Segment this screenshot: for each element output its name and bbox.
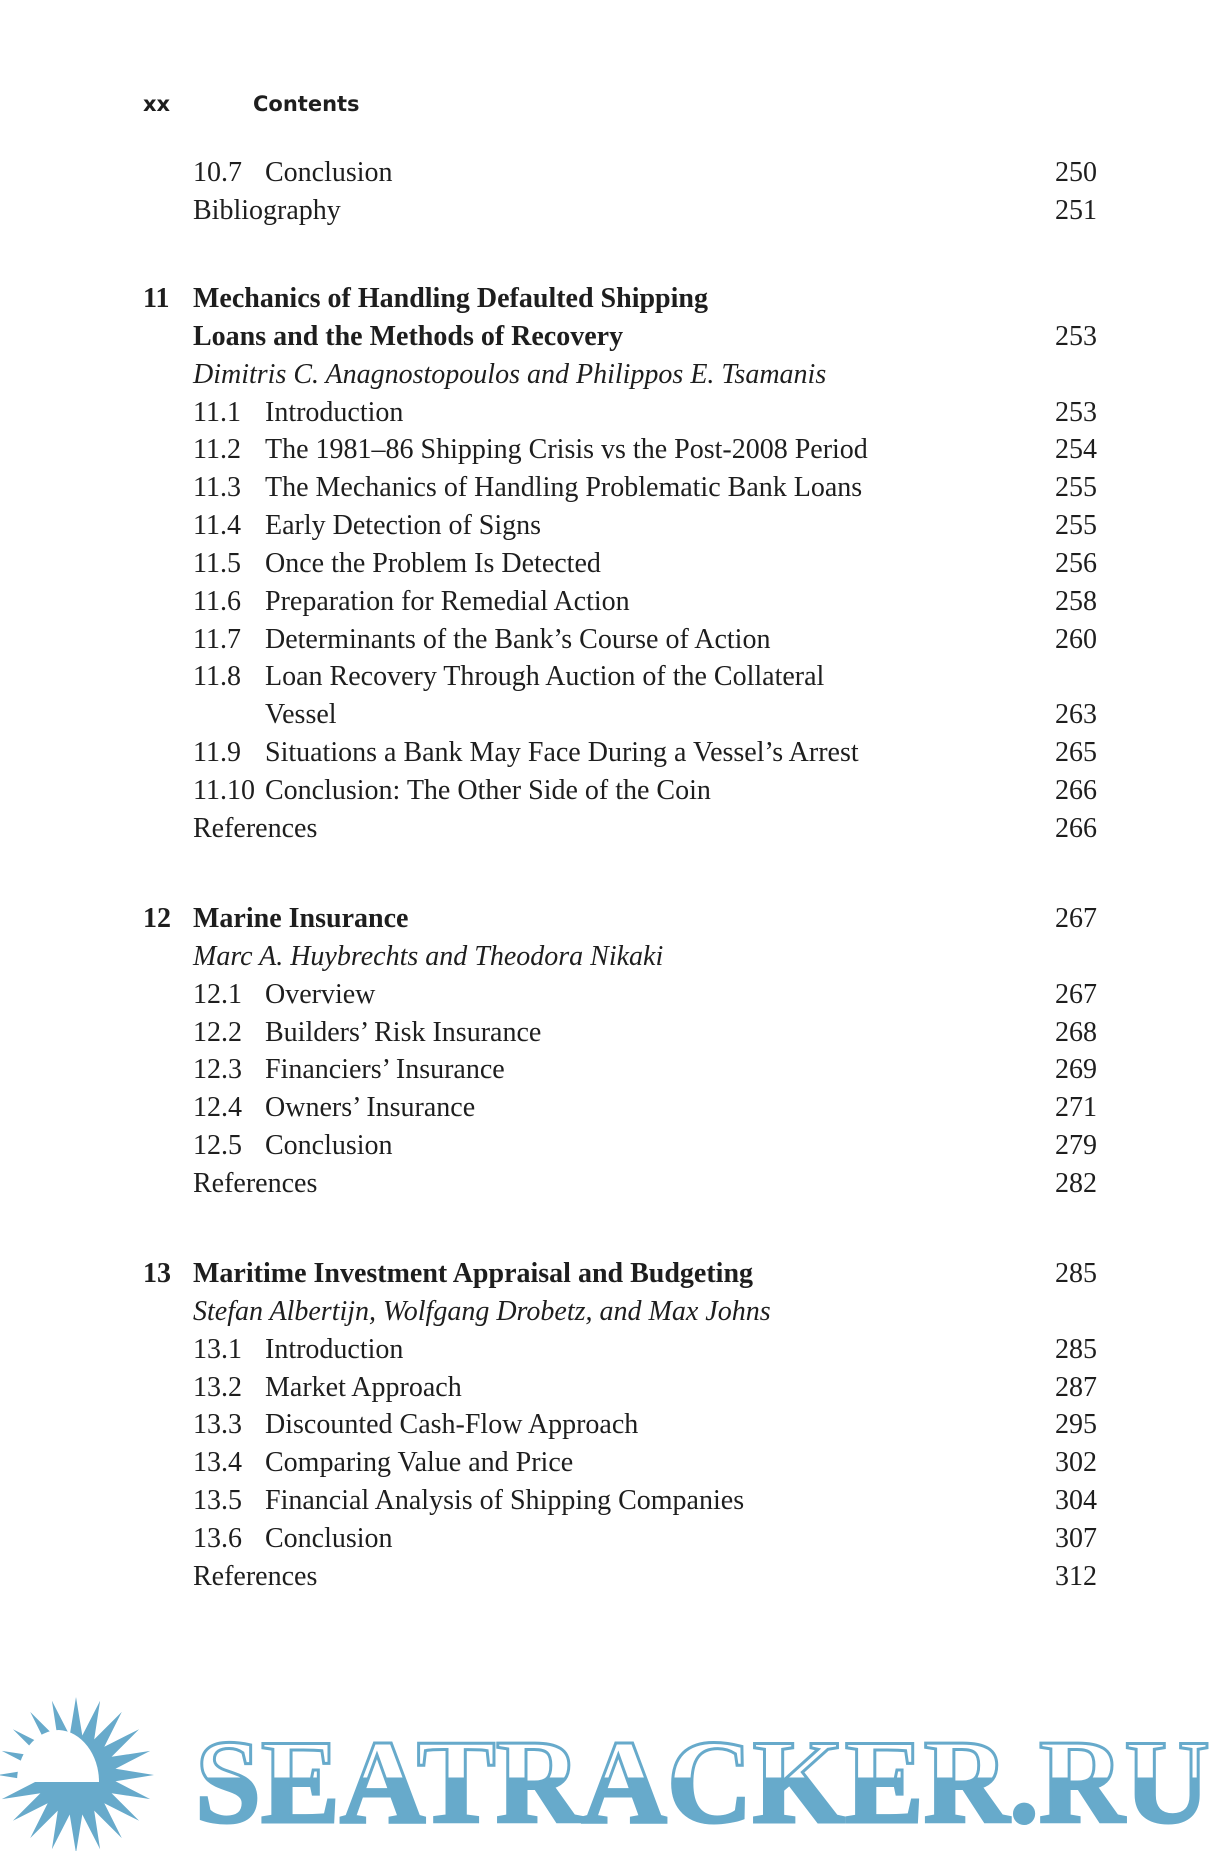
entry-title: Once the Problem Is Detected	[265, 547, 601, 579]
chapter-title: Maritime Investment Appraisal and Budgeting	[193, 1258, 754, 1289]
section-10-tail	[0, 154, 1221, 230]
entry-title: Conclusion	[265, 157, 393, 188]
entry-title: Conclusion	[265, 1522, 393, 1554]
entry-page: 253	[1055, 396, 1097, 428]
toc-entry	[0, 1520, 1221, 1558]
entry-title: Loan Recovery Through Auction of the Collateral	[265, 661, 825, 693]
entry-title: Situations a Bank May Face During a Vessel’s Arrest	[265, 737, 859, 769]
entry-number: 11.9	[193, 737, 241, 769]
entry-number: 12.1	[193, 978, 242, 1010]
entry-title: Market Approach	[265, 1371, 462, 1403]
toc-entry	[0, 1089, 1221, 1127]
entry-title: Preparation for Remedial Action	[265, 585, 630, 617]
entry-page: 266	[1055, 812, 1097, 844]
watermark-logo	[0, 1690, 1221, 1851]
chapter-title: Marine Insurance	[193, 903, 409, 934]
entry-number: 13.2	[193, 1371, 242, 1403]
toc-entry	[0, 1406, 1221, 1444]
chapter-heading	[0, 900, 1221, 938]
chapter-page: 253	[1055, 320, 1097, 352]
entry-page: 251	[1055, 194, 1097, 226]
entry-title: References	[193, 1560, 318, 1592]
entry-title: Early Detection of Signs	[265, 510, 542, 542]
entry-title: Financial Analysis of Shipping Companies	[265, 1485, 745, 1517]
entry-number: 11.5	[193, 547, 241, 579]
entry-title: The 1981–86 Shipping Crisis vs the Post-2008 Period	[265, 434, 868, 466]
toc-entry	[0, 1482, 1221, 1520]
chapter-authors	[0, 1293, 1221, 1331]
chapter-authors	[0, 938, 1221, 976]
entry-number: 11.8	[193, 661, 241, 693]
entry-title: Bibliography	[193, 194, 341, 226]
toc-entry	[0, 1127, 1221, 1165]
chapter-title: Loans and the Methods of Recovery	[193, 320, 624, 352]
chapter-page: 267	[1055, 903, 1097, 934]
entry-page: 287	[1055, 1371, 1097, 1403]
entry-page: 268	[1055, 1016, 1097, 1048]
entry-number: 12.4	[193, 1092, 242, 1124]
entry-title: The Mechanics of Handling Problematic Bank Loans	[265, 472, 863, 504]
entry-title: Builders’ Risk Insurance	[265, 1016, 542, 1048]
entry-title: Comparing Value and Price	[265, 1447, 574, 1479]
chapter-heading	[0, 318, 1221, 356]
entry-title: Conclusion: The Other Side of the Coin	[265, 774, 711, 806]
entry-title: Discounted Cash-Flow Approach	[265, 1409, 639, 1441]
entry-page: 312	[1055, 1560, 1097, 1592]
toc-entry	[0, 192, 1221, 230]
toc-entry	[0, 976, 1221, 1014]
entry-number: 13.1	[193, 1333, 242, 1365]
entry-number: 11.10	[193, 774, 255, 806]
chapter-number: 12	[143, 903, 171, 934]
toc-entry	[0, 621, 1221, 659]
entry-page: 254	[1055, 434, 1097, 466]
toc-entry	[0, 1165, 1221, 1203]
entry-title: References	[193, 1167, 318, 1199]
toc-entry	[0, 469, 1221, 507]
toc-entry	[0, 545, 1221, 583]
svg-text:SEATRACKER.RU: SEATRACKER.RU	[195, 1715, 1210, 1848]
entry-title: Introduction	[265, 396, 404, 428]
entry-number: 12.5	[193, 1130, 242, 1162]
entry-number: 10.7	[193, 157, 242, 188]
entry-page: 295	[1055, 1409, 1097, 1441]
entry-page: 263	[1055, 699, 1097, 731]
entry-number: 12.3	[193, 1054, 242, 1086]
entry-page: 302	[1055, 1447, 1097, 1479]
toc-entry	[0, 394, 1221, 432]
entry-number: 12.2	[193, 1016, 242, 1048]
authors: Stefan Albertijn, Wolfgang Drobetz, and Max Johns	[193, 1295, 771, 1327]
toc-entry	[0, 772, 1221, 810]
entry-page: 285	[1055, 1333, 1097, 1365]
page-number: xx	[143, 92, 171, 116]
entry-title-continued: Vessel	[265, 699, 337, 731]
entry-page: 271	[1055, 1092, 1097, 1124]
toc-entry	[0, 507, 1221, 545]
authors: Marc A. Huybrechts and Theodora Nikaki	[193, 940, 664, 972]
entry-page: 258	[1055, 585, 1097, 617]
toc-entry	[0, 810, 1221, 848]
entry-page: 255	[1055, 510, 1097, 542]
entry-page: 279	[1055, 1130, 1097, 1162]
entry-title: Determinants of the Bank’s Course of Action	[265, 623, 771, 655]
entry-title: Introduction	[265, 1333, 404, 1365]
chapter-title: Mechanics of Handling Defaulted Shipping	[193, 283, 708, 314]
toc-entry	[0, 431, 1221, 469]
entry-number: 11.6	[193, 585, 241, 617]
entry-number: 13.4	[193, 1447, 242, 1479]
toc-entry	[0, 1014, 1221, 1052]
sun-icon	[0, 1697, 154, 1851]
chapter-number: 13	[143, 1258, 171, 1289]
entry-page: 260	[1055, 623, 1097, 655]
toc-entry	[0, 1444, 1221, 1482]
chapter-13	[0, 1255, 1221, 1596]
entry-page: 304	[1055, 1485, 1097, 1517]
chapter-12	[0, 900, 1221, 1203]
entry-page: 282	[1055, 1167, 1097, 1199]
entry-title: References	[193, 812, 318, 844]
entry-page: 307	[1055, 1522, 1097, 1554]
toc-entry	[0, 154, 1221, 192]
chapter-number: 11	[143, 283, 170, 314]
entry-page: 255	[1055, 472, 1097, 504]
entry-page: 266	[1055, 774, 1097, 806]
entry-number: 11.7	[193, 623, 241, 655]
entry-number: 13.6	[193, 1522, 242, 1554]
entry-title: Overview	[265, 978, 376, 1010]
entry-page: 267	[1055, 978, 1097, 1010]
chapter-11	[0, 280, 1221, 848]
chapter-authors	[0, 356, 1221, 394]
running-title: Contents	[253, 92, 360, 116]
toc-entry	[0, 1331, 1221, 1369]
entry-page: 265	[1055, 737, 1097, 769]
entry-number: 13.5	[193, 1485, 242, 1517]
chapter-heading	[0, 280, 1221, 318]
authors: Dimitris C. Anagnostopoulos and Philippos E. Tsamanis	[193, 358, 827, 390]
entry-number: 11.4	[193, 510, 241, 542]
entry-title: Owners’ Insurance	[265, 1092, 476, 1124]
chapter-page: 285	[1055, 1258, 1097, 1289]
entry-page: 256	[1055, 547, 1097, 579]
toc-entry	[0, 1051, 1221, 1089]
chapter-heading	[0, 1255, 1221, 1293]
toc-entry	[0, 583, 1221, 621]
toc-entry	[0, 734, 1221, 772]
toc-entry	[0, 1369, 1221, 1407]
entry-title: Financiers’ Insurance	[265, 1054, 505, 1086]
entry-number: 11.2	[193, 434, 241, 466]
entry-number: 11.3	[193, 472, 241, 504]
entry-page: 269	[1055, 1054, 1097, 1086]
toc-entry	[0, 1558, 1221, 1596]
toc-entry-continued	[0, 696, 1221, 734]
toc-entry	[0, 658, 1221, 696]
entry-title: Conclusion	[265, 1130, 393, 1162]
entry-number: 13.3	[193, 1409, 242, 1441]
entry-page: 250	[1055, 157, 1097, 188]
entry-number: 11.1	[193, 396, 241, 428]
